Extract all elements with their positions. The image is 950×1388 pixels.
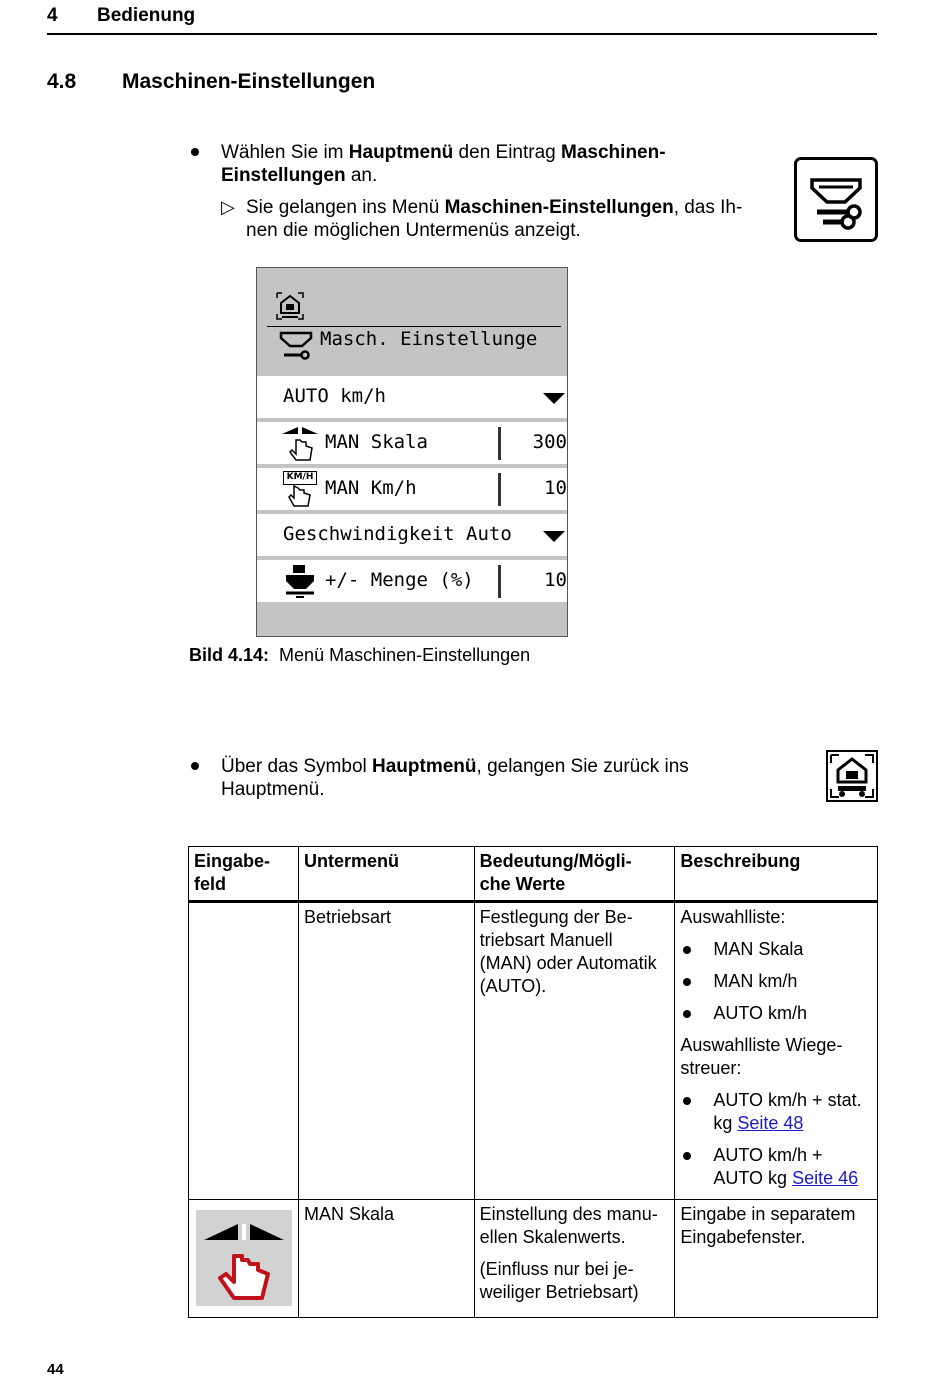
cell-eingabefeld <box>189 902 299 1200</box>
cell-beschreibung: Eingabe in separatem Eingabefenster. <box>675 1200 878 1318</box>
scale-hand-icon <box>196 1210 292 1306</box>
dropdown-arrow-icon[interactable] <box>543 531 565 542</box>
table-header-row <box>189 847 878 902</box>
row-label: Geschwindigkeit Auto <box>283 523 512 545</box>
row-value[interactable]: 10 <box>544 477 567 499</box>
figure-caption: Bild 4.14: Menü Maschinen-Einstellungen <box>189 645 531 665</box>
menu-row-geschwindigkeit[interactable] <box>257 514 568 556</box>
cell-untermenu: Betriebsart <box>299 902 475 1200</box>
cell-untermenu: MAN Skala <box>299 1200 475 1318</box>
row-label: +/- Menge (%) <box>325 569 474 591</box>
step2-text: Über das Symbol Hauptmenü, gelangen Sie zurück ins Hauptmenü. <box>221 756 689 800</box>
cell-eingabefeld-icon <box>189 1200 299 1318</box>
row-value[interactable]: 10 <box>544 569 567 591</box>
dropdown-arrow-icon[interactable] <box>543 393 565 404</box>
home-icon[interactable] <box>275 291 305 321</box>
row-value[interactable]: 300 <box>532 431 567 453</box>
settings-table <box>188 846 878 1318</box>
table-row <box>189 902 878 1200</box>
chapter-title: Bedienung <box>97 5 196 26</box>
header-rule <box>47 33 877 35</box>
terminal-screen <box>256 267 568 637</box>
cell-bedeutung: Einstellung des manu- ellen Skalenwerts. (Einfluss nur bei je- weiliger Betriebsart) <box>474 1200 675 1318</box>
separator <box>498 565 501 598</box>
step1-result: Sie gelangen ins Menü Maschinen-Einstellungen, das Ih- nen die möglichen Untermenüs anzeigt. <box>246 197 743 241</box>
main-menu-icon <box>826 750 878 802</box>
list-item: MAN Skala <box>680 938 872 961</box>
header-beschreibung: Beschreibung <box>675 847 878 902</box>
list-item: AUTO km/h + AUTO kg Seite 46 <box>680 1144 872 1190</box>
machine-settings-icon <box>794 157 878 242</box>
menu-row-menge[interactable] <box>257 560 568 602</box>
header-eingabefeld: Eingabe- feld <box>189 847 299 902</box>
title-rule <box>267 326 561 327</box>
list-item: AUTO km/h + stat. kg Seite 48 <box>680 1089 872 1135</box>
page-number: 44 <box>47 1361 64 1378</box>
row-label: MAN Km/h <box>325 477 417 499</box>
quantity-icon <box>280 563 320 600</box>
bullet <box>191 762 199 770</box>
hand-icon <box>287 484 313 508</box>
header-bedeutung: Bedeutung/Mögli- che Werte <box>474 847 675 902</box>
list-item: AUTO km/h <box>680 1002 872 1025</box>
menu-row-auto-kmh[interactable] <box>257 376 568 418</box>
step1-text: Wählen Sie im Hauptmenü den Eintrag Maschinen- Einstellungen an. <box>221 142 666 186</box>
bullet <box>191 148 199 156</box>
chapter-number: 4 <box>47 5 58 26</box>
result-marker: ▷ <box>221 197 235 217</box>
row-label: AUTO km/h <box>283 385 386 407</box>
menu-row-man-kmh[interactable] <box>257 468 568 510</box>
page-link-46[interactable]: Seite 46 <box>792 1168 859 1188</box>
cell-bedeutung: Festlegung der Be- triebsart Manuell (MAN) oder Automatik (AUTO). <box>474 902 675 1200</box>
screen-title: Masch. Einstellunge <box>320 328 538 350</box>
separator <box>498 427 501 460</box>
section-number: 4.8 <box>47 70 77 93</box>
scale-hand-icon <box>280 424 320 462</box>
cell-beschreibung: Auswahlliste: MAN Skala MAN km/h AUTO km/h Auswahlliste Wiege- streuer: AUTO km/h + stat. kg Seite 48 AUTO km/h + AUTO kg Seite 46 <box>675 902 878 1200</box>
section-title: Maschinen-Einstellungen <box>122 70 376 93</box>
kmh-badge: KM/H <box>283 471 317 485</box>
header-untermenu: Untermenü <box>299 847 475 902</box>
list-item: MAN km/h <box>680 970 872 993</box>
menu-row-man-skala[interactable] <box>257 422 568 464</box>
row-label: MAN Skala <box>325 431 428 453</box>
machine-settings-small-icon <box>279 329 313 363</box>
table-row <box>189 1200 878 1318</box>
page-link-48[interactable]: Seite 48 <box>737 1113 804 1133</box>
separator <box>498 473 501 506</box>
